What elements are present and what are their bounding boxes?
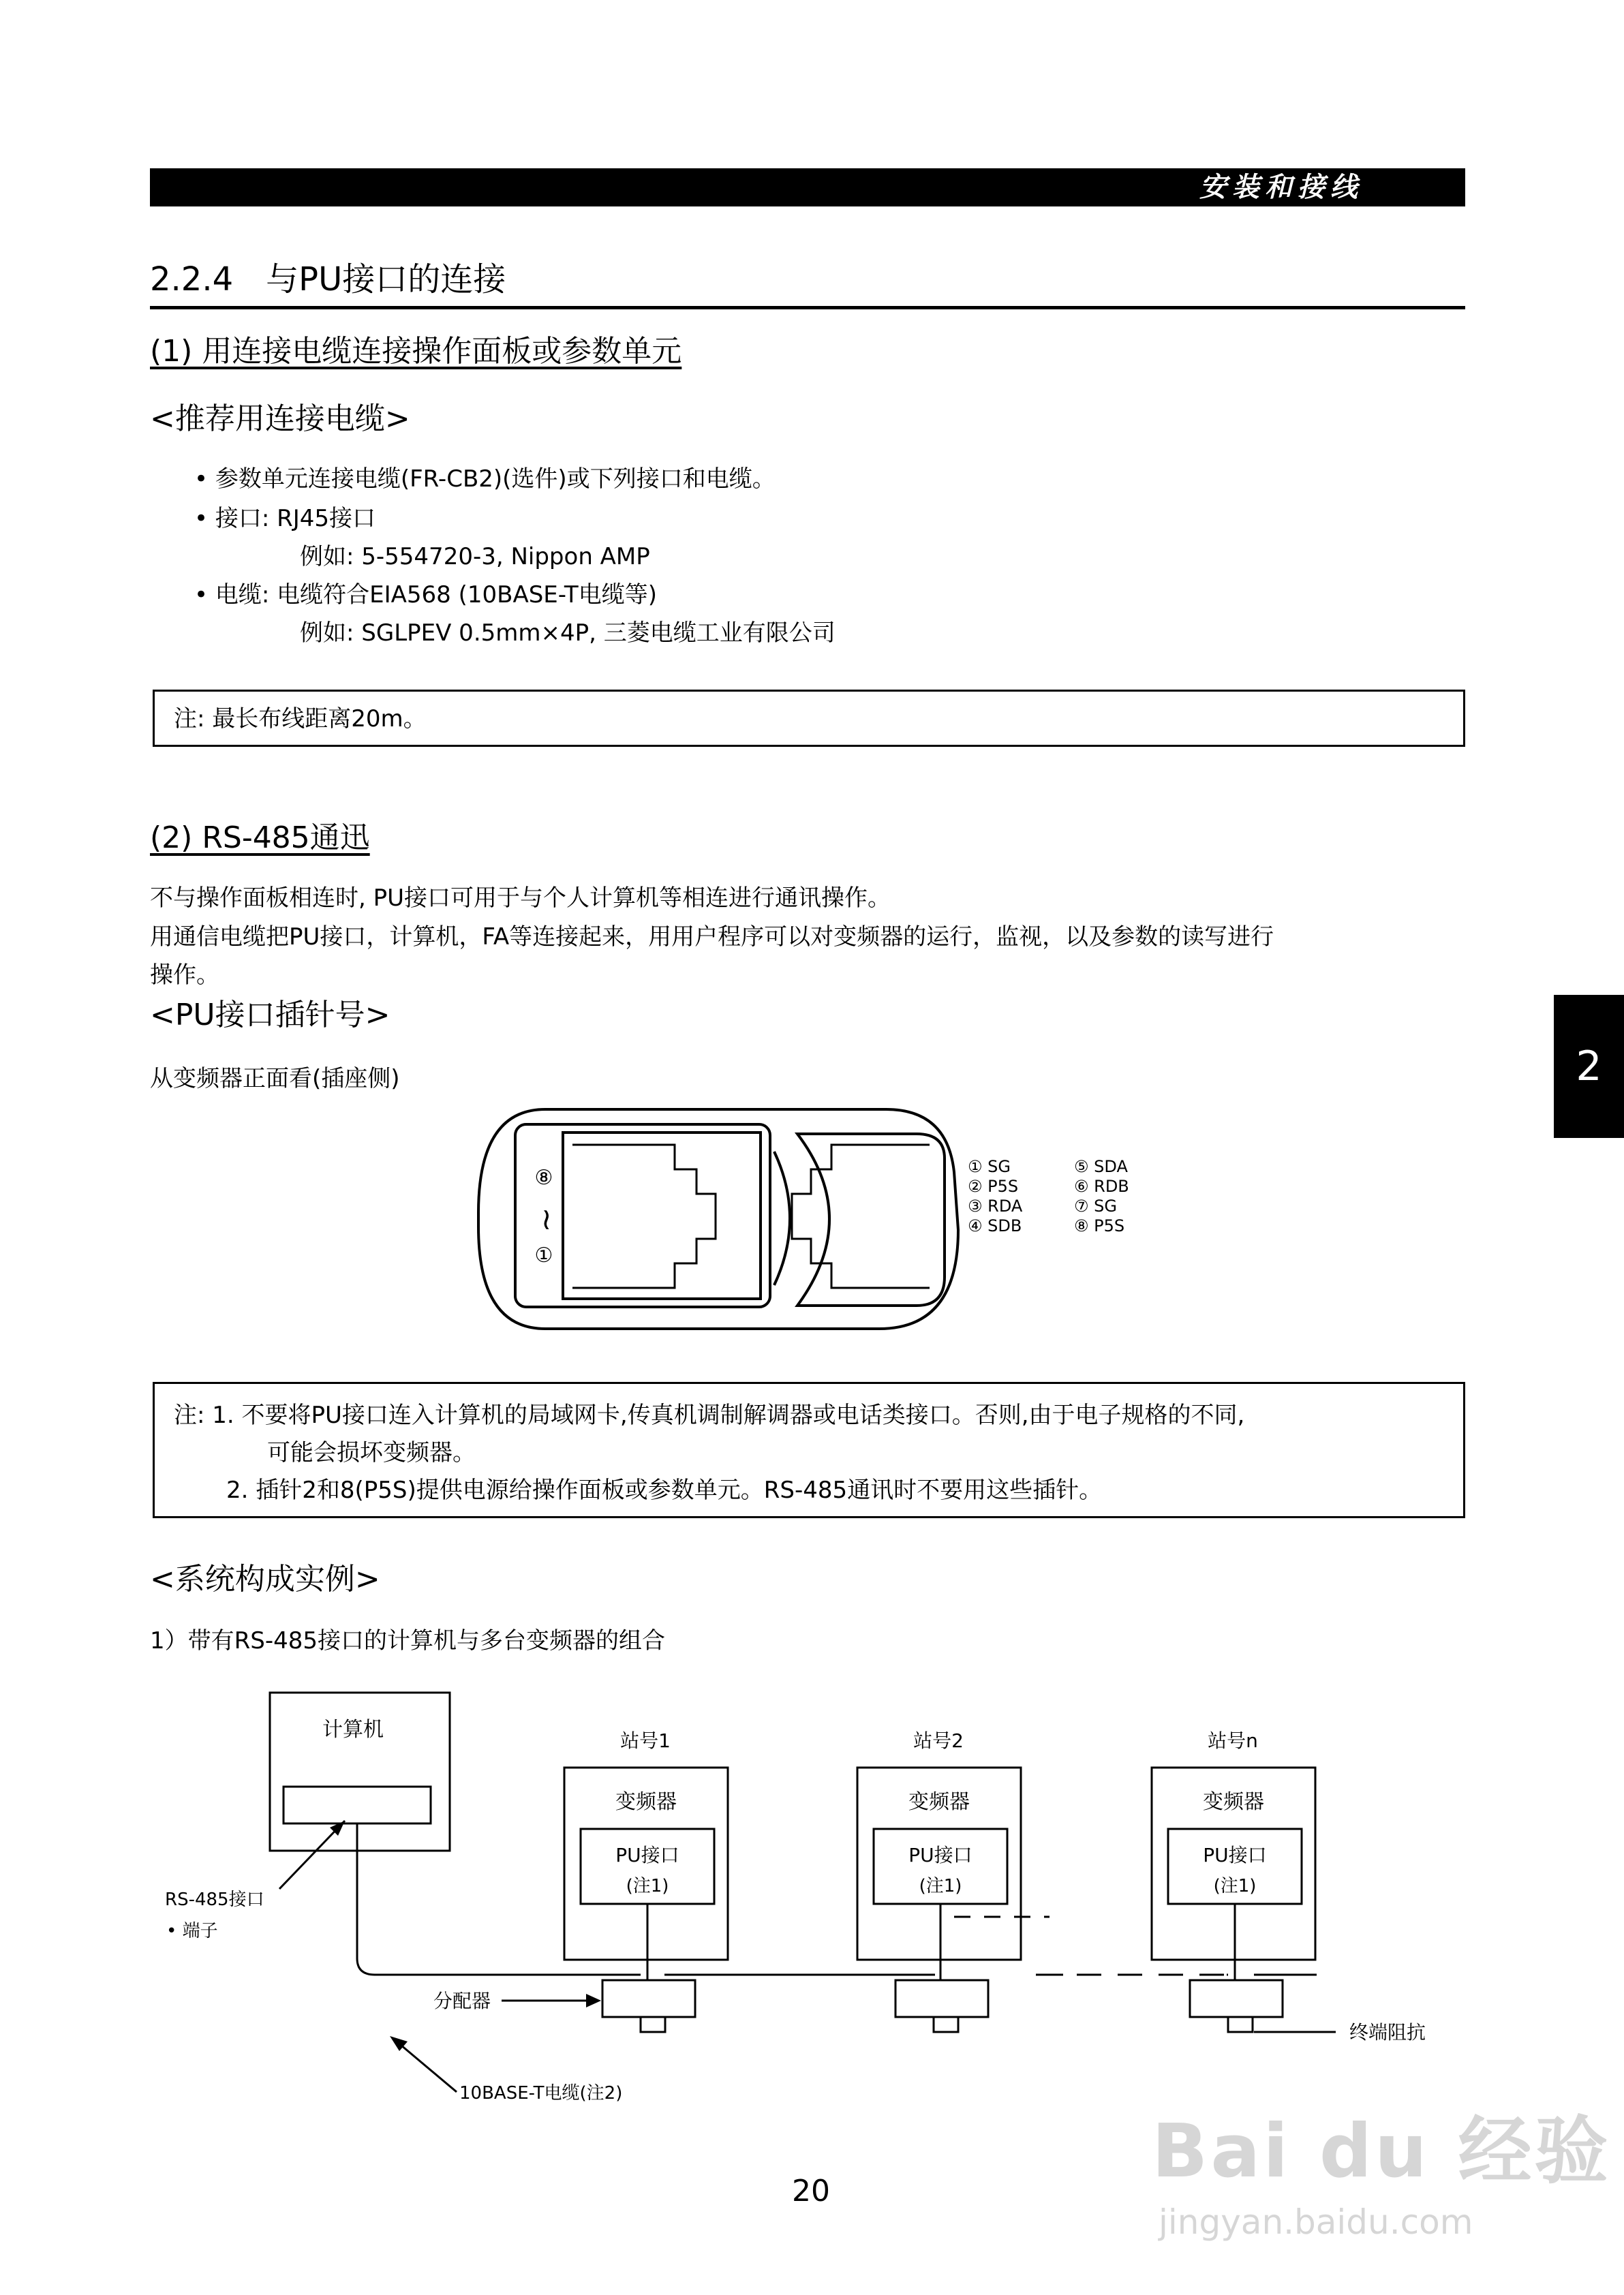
station-2-port-note: (注1) [919, 1876, 962, 1896]
pin-number-heading: <PU接口插针号> [150, 998, 390, 1032]
distributor-pointer-head [586, 1994, 601, 2007]
latch-curve [774, 1152, 790, 1285]
station-1-distributor-legs [641, 2017, 665, 2032]
pu-connector-diagram [470, 1104, 1165, 1336]
station-2-distributor-legs [934, 2017, 958, 2032]
pin-6: ⑥ RDB [1074, 1177, 1129, 1196]
cable-label: 10BASE-T电缆(注2) [459, 2083, 623, 2104]
station-n-number: 站号n [1208, 1729, 1258, 1752]
station-2-port-label: PU接口 [908, 1844, 972, 1866]
rj45-jack-left [572, 1145, 716, 1288]
bus-cable [357, 1823, 641, 1975]
pin-2: ② P5S [968, 1177, 1019, 1196]
station-1-inverter-label: 变频器 [615, 1790, 677, 1814]
cable-example: 例如: SGLPEV 0.5mm×4P, 三菱电缆工业有限公司 [300, 619, 836, 647]
part2-heading: (2) RS-485通迅 [150, 820, 370, 855]
computer-box [270, 1693, 450, 1851]
plug-outline [797, 1134, 945, 1306]
recommended-cable-heading: <推荐用连接电缆> [150, 401, 410, 436]
station-1-distributor [602, 1980, 695, 2017]
section-rule [150, 306, 1465, 309]
system-configuration-diagram [150, 1683, 1479, 2126]
rs485-port-box [284, 1787, 431, 1823]
chapter-tab: 2 [1554, 995, 1624, 1138]
pin-label-top: ⑧ [534, 1166, 553, 1190]
front-view-caption: 从变频器正面看(插座侧) [150, 1065, 400, 1092]
bullet-connector: • 接口: RJ45接口 [194, 505, 376, 532]
note-1-line-2: 可能会损坏变频器。 [267, 1439, 476, 1466]
pin-label-bottom: ① [534, 1244, 553, 1267]
note-max-distance: 注: 最长布线距离20m。 [174, 705, 427, 733]
pin-1: ① SG [968, 1157, 1011, 1176]
pin-range-tilde: ~ [530, 1207, 564, 1233]
note-2: 2. 插针2和8(P5S)提供电源给操作面板或参数单元。RS-485通讯时不要用这些插针。 [226, 1477, 1103, 1504]
rs485-label: RS-485接口 [165, 1890, 264, 1910]
note-1-line-1: 注: 1. 不要将PU接口连入计算机的局域网卡,传真机调制解调器或电话类接口。否则,由于电子规格的不同, [174, 1402, 1245, 1429]
bullet-cable: • 电缆: 电缆符合EIA568 (10BASE-T电缆等) [194, 581, 657, 609]
computer-label: 计算机 [322, 1718, 384, 1742]
system-example-heading: <系统构成实例> [150, 1562, 380, 1597]
station-n-port-note: (注1) [1213, 1876, 1257, 1896]
part1-heading: (1) 用连接电缆连接操作面板或参数单元 [150, 334, 682, 369]
example-caption: 1）带有RS-485接口的计算机与多台变频器的组合 [150, 1627, 666, 1654]
header-title: 安装和接线 [1199, 172, 1363, 203]
note-box-pu-warnings [153, 1382, 1465, 1518]
station-n-inverter-label: 变频器 [1203, 1790, 1264, 1814]
terminal-label: • 端子 [166, 1921, 218, 1941]
socket-opening [563, 1133, 761, 1299]
pin-7: ⑦ SG [1074, 1197, 1117, 1216]
station-2-number: 站号2 [913, 1729, 964, 1752]
station-1-port-note: (注1) [626, 1876, 669, 1896]
pin-3: ③ RDA [968, 1197, 1023, 1216]
chapter-header-bar [150, 168, 1465, 206]
station-n-distributor [1190, 1980, 1283, 2017]
rs485-paragraph-1: 不与操作面板相连时, PU接口可用于与个人计算机等相连进行通讯操作。 [150, 884, 891, 912]
pin-4: ④ SDB [968, 1216, 1022, 1235]
station-2-inverter-label: 变频器 [908, 1790, 970, 1814]
terminator-label: 终端阻抗 [1349, 2021, 1426, 2044]
station-n-distributor-legs [1228, 2017, 1253, 2032]
note-box-max-distance [153, 690, 1465, 747]
baidu-watermark-url: jingyan.baidu.com [1159, 2202, 1473, 2242]
pin-5: ⑤ SDA [1074, 1157, 1128, 1176]
page-number: 20 [792, 2174, 830, 2208]
cable-pointer [397, 2042, 457, 2092]
station-1-port-label: PU接口 [615, 1844, 679, 1866]
bullet-cable-option: • 参数单元连接电缆(FR-CB2)(选件)或下列接口和电缆。 [194, 465, 776, 493]
baidu-watermark-logo: Bai du 经验 [1152, 2109, 1611, 2194]
station-1-number: 站号1 [620, 1729, 671, 1752]
section-title: 2.2.4 与PU接口的连接 [150, 260, 506, 298]
station-2-distributor [895, 1980, 988, 2017]
pin-8: ⑧ P5S [1074, 1216, 1125, 1235]
connector-example: 例如: 5-554720-3, Nippon AMP [300, 543, 650, 570]
rs485-paragraph-2: 用通信电缆把PU接口，计算机，FA等连接起来，用用户程序可以对变频器的运行，监视，以及参数的读写进行 [150, 923, 1274, 951]
distributor-label: 分配器 [433, 1990, 491, 2012]
station-n-port-label: PU接口 [1203, 1844, 1267, 1866]
rj45-jack-right [792, 1145, 930, 1288]
rs485-paragraph-3: 操作。 [150, 961, 219, 989]
